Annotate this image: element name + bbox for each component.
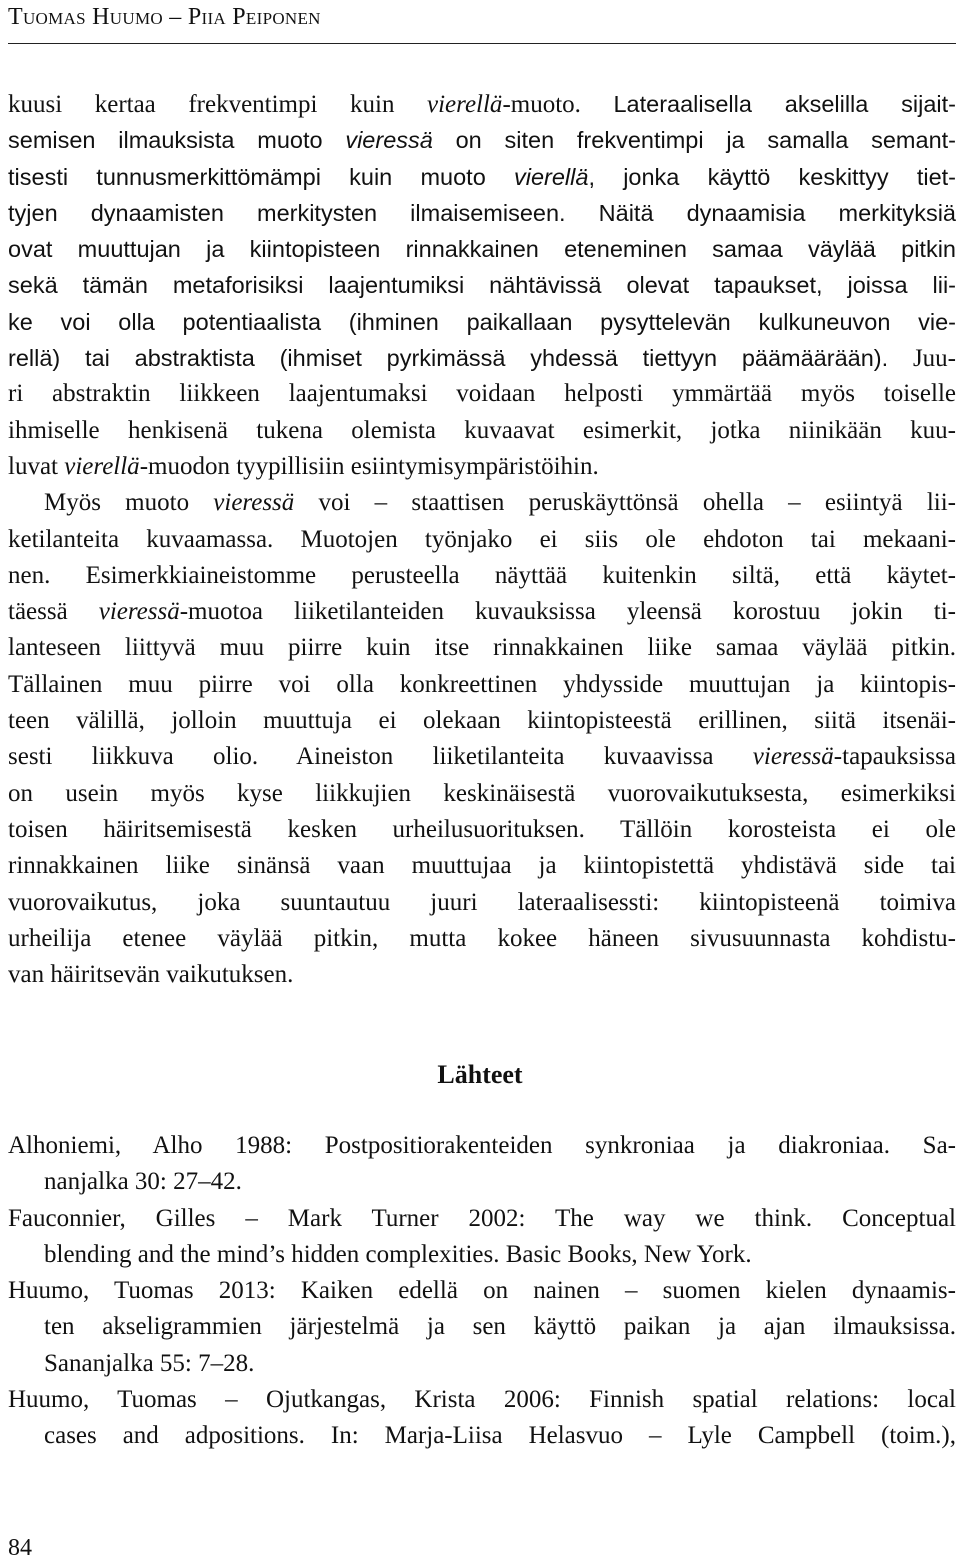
body-line [8, 122, 956, 158]
reference-line: Fauconnier, Gilles – Mark Turner 2002: The way we think. Conceptual [8, 1204, 956, 1232]
reference-entry [8, 1382, 956, 1455]
text-segment: kuusi kertaa frekventimpi kuin [8, 91, 427, 118]
text-segment: tyjen dynaamisten merkitysten ilmaisemiseen. [8, 199, 599, 226]
italic-term: vieressä [752, 743, 834, 771]
reference-entry [8, 1201, 956, 1274]
body-line [8, 776, 956, 812]
body-line [8, 340, 956, 376]
body-line [8, 667, 956, 703]
text-segment: ihmiselle henkisenä tukena olemista kuvaavat esimerkit, jotka niinikään kuu- [8, 416, 956, 444]
text-segment: luvat [8, 452, 65, 480]
body-line [8, 449, 956, 485]
italic-term: vieressä [98, 598, 180, 626]
text-segment: lanteseen liittyvä muu piirre kuin itse rinnakkainen liike samaa väylää pitkin. [8, 634, 956, 662]
reference-line: Huumo, Tuomas 2013: Kaiken edellä on nainen – suomen kielen dynaamis- [8, 1277, 956, 1305]
italic-term: vierellä [427, 91, 503, 118]
reference-entry [8, 1273, 956, 1382]
text-segment: on siten frekventimpi ja samalla semant- [432, 127, 956, 154]
body-line [8, 703, 956, 739]
text-segment: -muotoa liiketilanteiden kuvauksissa yleensä korostuu jokin ti- [179, 598, 956, 626]
text-segment: sesti liikkuva olio. Aineiston liiketilanteita kuvaavissa [8, 743, 753, 771]
text-segment: ovat muuttujan ja kiintopisteen rinnakkainen eteneminen samaa väylää pitkin [8, 236, 956, 263]
italic-term: vierellä [514, 163, 589, 190]
body-line [8, 159, 956, 195]
body-line [8, 231, 956, 267]
text-segment: voi – staattisen peruskäyttönsä ohella – esiintyä lii- [294, 489, 956, 517]
body-line [8, 376, 956, 412]
text-segment: -muoto. [502, 91, 614, 118]
text-segment: vuorovaikutus, joka suuntautuu juuri lateraalisessti: kiintopisteenä toimiva [8, 888, 956, 916]
body-line [8, 86, 956, 122]
text-segment: sekä tämän metaforisiksi laajentumiksi nähtävissä olevat tapaukset, joissa lii- [8, 272, 956, 299]
body-line [8, 267, 956, 303]
body-line [8, 304, 956, 340]
text-segment: Näitä dynaamisia merkityksiä [598, 199, 956, 226]
text-segment: teen välillä, jolloin muuttuja ei olekaan kiintopisteestä erillinen, siitä itsenäi- [8, 707, 956, 735]
references-heading: Lähteet [437, 1060, 523, 1089]
text-segment: , jonka käyttö keskittyy tiet- [588, 163, 956, 190]
text-segment: Lateraalisella akselilla sijait- [613, 91, 957, 117]
text-segment: toisen häiritsemisestä kesken urheilusuorituksen. Tällöin korosteista ei ole [8, 815, 956, 843]
header-rule [8, 43, 956, 44]
body-line [8, 413, 956, 449]
body-line [8, 848, 956, 884]
body-line [8, 957, 956, 993]
body-line [8, 195, 956, 231]
body-line [8, 885, 956, 921]
italic-term: vieressä [345, 127, 433, 154]
body-line [8, 812, 956, 848]
reference-line: cases and adpositions. In: Marja-Liisa Helasvuo – Lyle Campbell (toim.), [44, 1422, 956, 1450]
text-segment: on usein myös kyse liikkujien keskinäisestä vuorovaikutuksesta, esimerkiksi [8, 779, 956, 807]
italic-term: vierellä [64, 452, 140, 480]
running-header: Tuomas Huumo – Piia Peiponen [8, 4, 321, 30]
text-segment: Myös muoto [44, 489, 214, 517]
text-segment: rinnakkainen liike sinänsä vaan muuttujaa ja kiintopistettä yhdistävä side tai [8, 852, 956, 880]
italic-term: vieressä [213, 489, 295, 517]
body-line [8, 739, 956, 775]
text-segment: semisen ilmauksista muoto [8, 127, 346, 154]
reference-line: Alhoniemi, Alho 1988: Postpositiorakenteiden synkroniaa ja diakroniaa. Sa- [8, 1132, 956, 1159]
reference-entry [8, 1128, 956, 1201]
page-number: 84 [8, 1535, 32, 1561]
reference-line: ten akseligrammien järjestelmä ja sen käyttö paikan ja ajan ilmauksissa. [44, 1313, 956, 1341]
reference-line: Sananjalka 55: 7–28. [44, 1349, 255, 1377]
text-segment: -muodon tyypillisiin esiintymisympäristöihin. [139, 452, 599, 480]
text-segment: Tällainen muu piirre voi olla konkreettinen yhdysside muuttujan ja kiintopis- [8, 670, 956, 698]
body-line [8, 522, 956, 558]
body-line [8, 630, 956, 666]
reference-line: Huumo, Tuomas – Ojutkangas, Krista 2006: Finnish spatial relations: local [8, 1386, 956, 1414]
text-segment: ri abstraktin liikkeen laajentumaksi voidaan helposti ymmärtää myös toiselle [8, 380, 956, 408]
body-line [8, 594, 956, 630]
body-text [8, 86, 956, 993]
body-line [8, 558, 956, 594]
text-segment: tisesti tunnusmerkittömämpi kuin muoto [8, 163, 514, 190]
reference-line: blending and the mind’s hidden complexities. Basic Books, New York. [44, 1240, 752, 1268]
reference-line: nanjalka 30: 27–42. [44, 1168, 242, 1196]
text-segment: täessä [8, 598, 99, 626]
text-segment: rellä) tai abstraktista (ihmiset pyrkimässä yhdessä tiettyyn päämäärään). [8, 345, 913, 372]
text-segment: Juu- [912, 345, 956, 373]
text-segment: van häiritsevän vaikutuksen. [8, 961, 294, 989]
text-segment: -tapauksissa [833, 743, 956, 771]
text-segment: nen. Esimerkkiaineistomme perusteella näyttää kuitenkin siltä, että käytet- [8, 561, 956, 589]
reference-list [8, 1128, 956, 1455]
body-line [8, 921, 956, 957]
text-segment: ke voi olla potentiaalista (ihminen paikallaan pysyttelevän kulkuneuvon vie- [8, 308, 956, 335]
text-segment: urheilija etenee väylää pitkin, mutta kokee häneen sivusuunnasta kohdistu- [8, 924, 956, 952]
text-segment: ketilanteita kuvaamassa. Muotojen työnjako ei siis ole ehdoton tai mekaani- [8, 525, 956, 553]
body-line [8, 485, 956, 521]
